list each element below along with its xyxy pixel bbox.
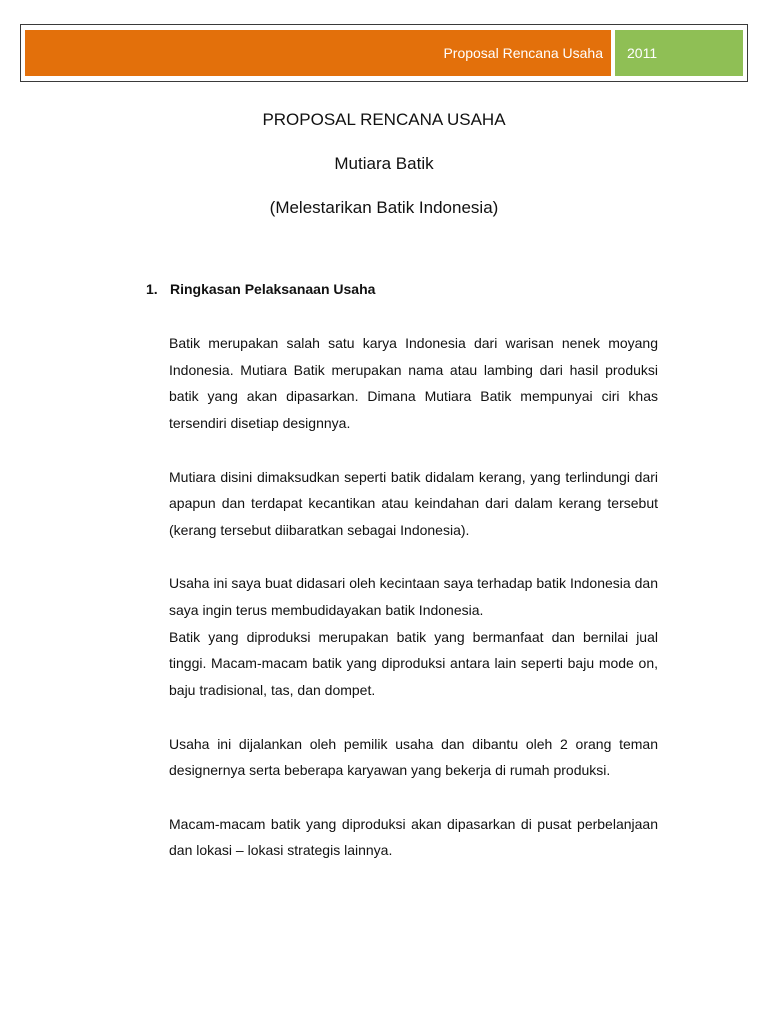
section-heading bbox=[146, 281, 375, 297]
paragraph-2: Mutiara disini dimaksudkan seperti batik didalam kerang, yang terlindungi dari apapun dan terdapat kecantikan atau keindahan dari dalam kerang tersebut (kerang tersebut diibaratkan sebagai Indonesia). bbox=[169, 468, 658, 538]
paragraph-1: Batik merupakan salah satu karya Indonesia dari warisan nenek moyang Indonesia. Mutiara Batik merupakan nama atau lambing dari hasil produksi batik yang akan dipasarkan. Dimana Mutiara Batik mempunyai ciri khas tersendiri disetiap designnya. bbox=[169, 335, 658, 432]
document-tagline: (Melestarikan Batik Indonesia) bbox=[269, 198, 499, 217]
header-bar bbox=[25, 30, 743, 76]
section-number: 1. bbox=[146, 281, 158, 297]
section-heading-text: Ringkasan Pelaksanaan Usaha bbox=[170, 281, 376, 297]
document-title: PROPOSAL RENCANA USAHA bbox=[262, 110, 506, 129]
section-body bbox=[169, 330, 658, 864]
paragraph-6: Macam-macam batik yang diproduksi akan dipasarkan di pusat perbelanjaan dan lokasi – lokasi strategis lainnya. bbox=[169, 815, 658, 859]
document-title-block bbox=[0, 108, 768, 220]
paragraph-3: Usaha ini saya buat didasari oleh kecintaan saya terhadap batik Indonesia dan saya ingin terus membudidayakan batik Indonesia. bbox=[169, 575, 658, 618]
header-year: 2011 bbox=[611, 30, 743, 76]
paragraph-4: Batik yang diproduksi merupakan batik yang bermanfaat dan bernilai jual tinggi. Macam-macam batik yang diproduksi antara lain seperti baju mode on, baju tradisional, tas, dan dompet. bbox=[169, 628, 658, 699]
document-subtitle: Mutiara Batik bbox=[334, 154, 434, 173]
page-header bbox=[20, 24, 748, 82]
paragraph-5: Usaha ini dijalankan oleh pemilik usaha dan dibantu oleh 2 orang teman designernya serta beberapa karyawan yang bekerja di rumah produksi. bbox=[169, 735, 658, 779]
header-title: Proposal Rencana Usaha bbox=[25, 30, 611, 76]
